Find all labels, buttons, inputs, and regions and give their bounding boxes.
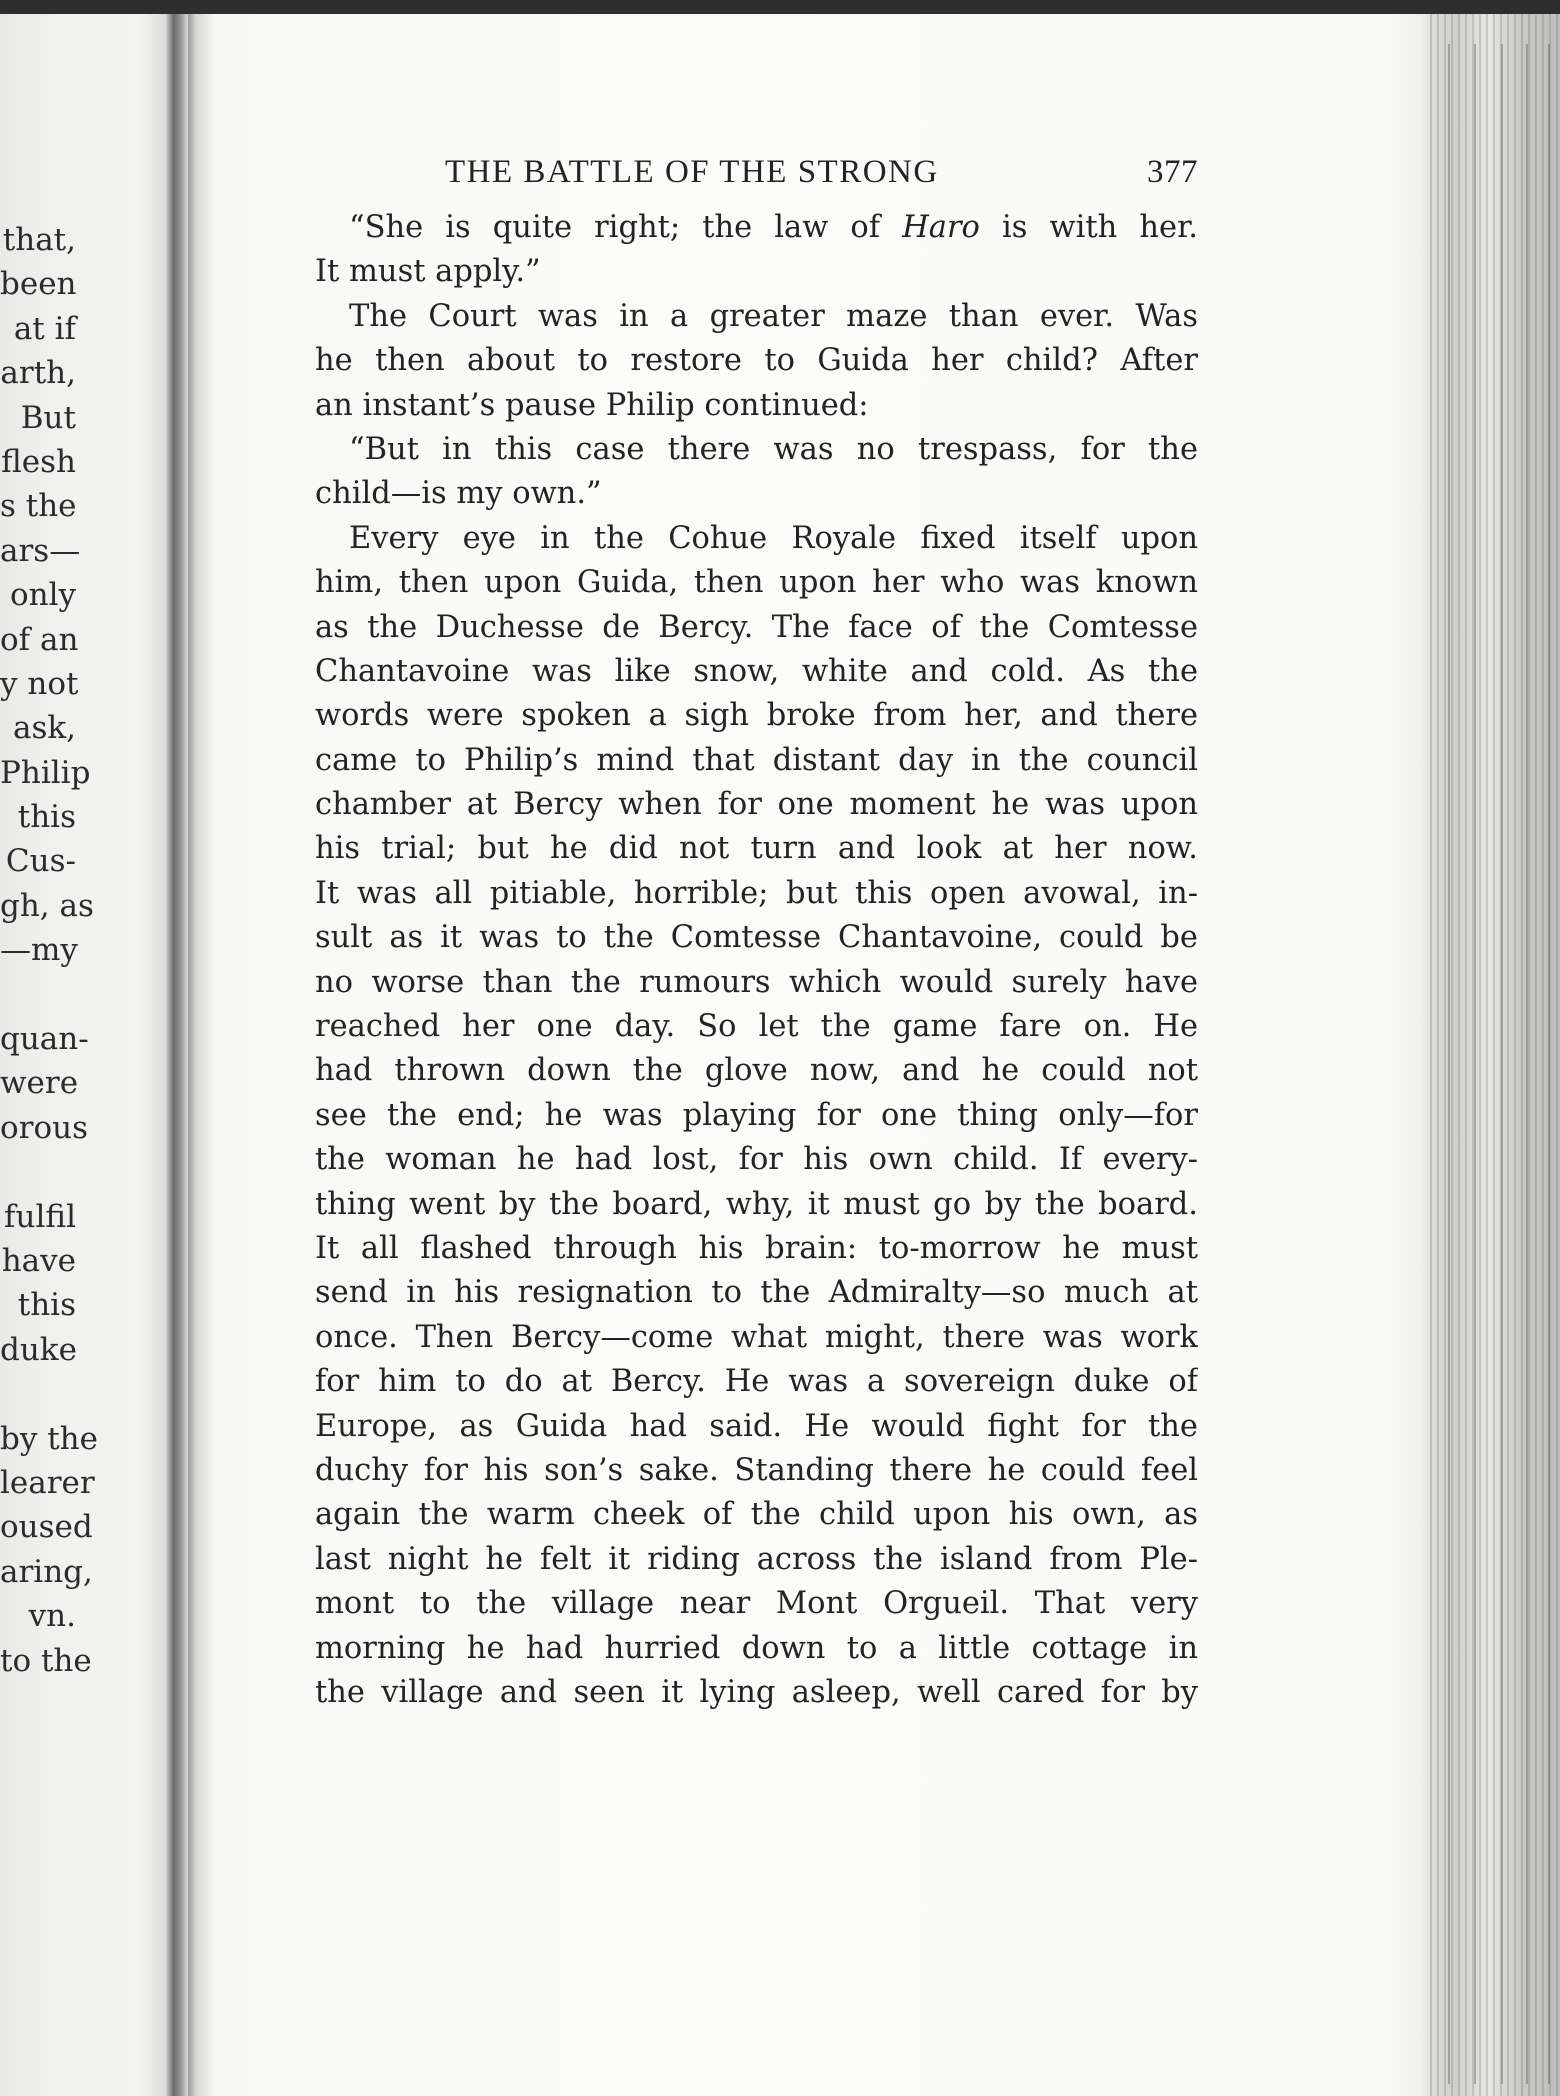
left-page-line: y not: [0, 665, 79, 702]
text-line: chamber at Bercy when for one moment he was upon: [315, 787, 1198, 823]
left-page-line: ars—: [0, 532, 81, 569]
text-line: duchy for his son’s sake. Standing there he could feel: [315, 1452, 1198, 1488]
left-page-line: oused: [0, 1509, 93, 1546]
text-line: no worse than the rumours which would surely have: [315, 964, 1198, 1000]
left-page-line: [0, 973, 166, 1017]
text-line: once. Then Bercy—come what might, there was work: [315, 1319, 1198, 1355]
text-line: he then about to restore to Guida her child? After: [315, 343, 1198, 379]
left-page-line: been: [0, 266, 77, 303]
left-page-line: learer: [0, 1464, 95, 1501]
text-segment: is with her.: [979, 210, 1198, 245]
page-edge-line: [1501, 44, 1503, 2084]
text-line: his trial; but he did not turn and look at her now.: [315, 831, 1198, 867]
text-line: had thrown down the glove now, and he could not: [315, 1053, 1198, 1089]
page-edge-line: [1474, 44, 1476, 2084]
page-number: 377: [1147, 154, 1198, 190]
text-line: It all flashed through his brain: to-morrow he must: [315, 1230, 1198, 1266]
book-gutter: [166, 14, 188, 2096]
left-page-line: only: [9, 577, 76, 614]
text-line: words were spoken a sigh broke from her, and there: [315, 698, 1198, 734]
left-page-line: Philip: [0, 754, 91, 791]
left-page-line: fulfil: [4, 1198, 76, 1235]
page-edges: [1430, 14, 1560, 2096]
text-line: sult as it was to the Comtesse Chantavoine, could be: [315, 920, 1198, 956]
text-line: the village and seen it lying asleep, well cared for by: [315, 1674, 1198, 1710]
left-page-line: to the: [0, 1642, 92, 1679]
italic-term: Haro: [902, 210, 980, 245]
text-line: “But in this case there was no trespass, for the: [349, 431, 1198, 467]
text-line: last night he felt it riding across the island from Ple-: [315, 1541, 1198, 1577]
text-line: thing went by the board, why, it must go by the board.: [315, 1186, 1198, 1222]
scanner-edge: [0, 0, 1560, 14]
text-line: Chantavoine was like snow, white and cold. As the: [315, 653, 1198, 689]
text-line: the woman he had lost, for his own child. If every-: [315, 1142, 1198, 1178]
text-line: send in his resignation to the Admiralty—so much at: [315, 1275, 1198, 1311]
left-page-line: quan-: [0, 1021, 89, 1058]
left-page-line: of an: [0, 621, 79, 658]
text-line: It was all pitiable, horrible; but this open avowal, in-: [315, 875, 1198, 911]
left-page-line: by the: [0, 1420, 98, 1457]
text-line: reached her one day. So let the game fare on. He: [315, 1009, 1198, 1045]
text-line: It must apply.”: [315, 254, 541, 290]
left-page-fragments: [0, 218, 166, 1683]
text-line: morning he had hurried down to a little cottage in: [315, 1630, 1198, 1666]
text-line: mont to the village near Mont Orgueil. That very: [315, 1586, 1198, 1622]
text-line: [315, 206, 1198, 250]
left-page-line: this: [17, 799, 76, 836]
text-line: as the Duchesse de Bercy. The face of the Comtesse: [315, 609, 1198, 645]
left-page-line: at if: [13, 310, 76, 347]
left-page-line: Cus-: [5, 843, 76, 880]
text-line: The Court was in a greater maze than ever. Was: [349, 298, 1198, 334]
page-edge-line: [1526, 44, 1528, 2084]
body-text: [315, 206, 1198, 1715]
text-line: child—is my own.”: [315, 476, 602, 512]
left-page-line: But: [20, 399, 76, 436]
left-page-line: that,: [2, 222, 76, 258]
text-line: him, then upon Guida, then upon her who was known: [315, 565, 1198, 601]
left-page-line: [0, 1372, 166, 1416]
right-page: [315, 146, 1198, 1715]
text-line: Europe, as Guida had said. He would fight for the: [315, 1408, 1198, 1444]
text-line: Every eye in the Cohue Royale fixed itself upon: [349, 520, 1198, 556]
left-page-line: this: [17, 1287, 76, 1324]
left-page-line: vn.: [28, 1598, 76, 1635]
page-edge-line: [1448, 44, 1450, 2084]
left-page-line: flesh: [1, 443, 76, 480]
running-head: [315, 146, 1198, 206]
text-line: see the end; he was playing for one thing only—for: [315, 1097, 1198, 1133]
text-line: an instant’s pause Philip continued:: [315, 387, 869, 423]
left-page-line: gh, as: [0, 887, 94, 924]
left-page-line: orous: [0, 1109, 89, 1146]
left-page-line: aring,: [0, 1553, 93, 1590]
text-line: again the warm cheek of the child upon his own, as: [315, 1497, 1198, 1533]
left-page-line: [0, 1150, 166, 1194]
text-line: for him to do at Bercy. He was a sovereign duke of: [315, 1364, 1198, 1400]
running-head-title: THE BATTLE OF THE STRONG: [445, 154, 939, 190]
left-page-line: duke: [0, 1331, 77, 1368]
page-edge-line: [1548, 44, 1550, 2084]
text-segment: “She is quite right; the law of: [349, 210, 903, 245]
left-page-line: —my: [0, 932, 78, 969]
left-page-line: ask,: [12, 710, 76, 747]
text-line: came to Philip’s mind that distant day in the council: [315, 742, 1198, 778]
left-page-line: s the: [0, 488, 77, 525]
left-page-line: arth,: [0, 355, 76, 392]
left-page-line: were: [0, 1065, 79, 1102]
left-page-line: have: [1, 1242, 76, 1279]
